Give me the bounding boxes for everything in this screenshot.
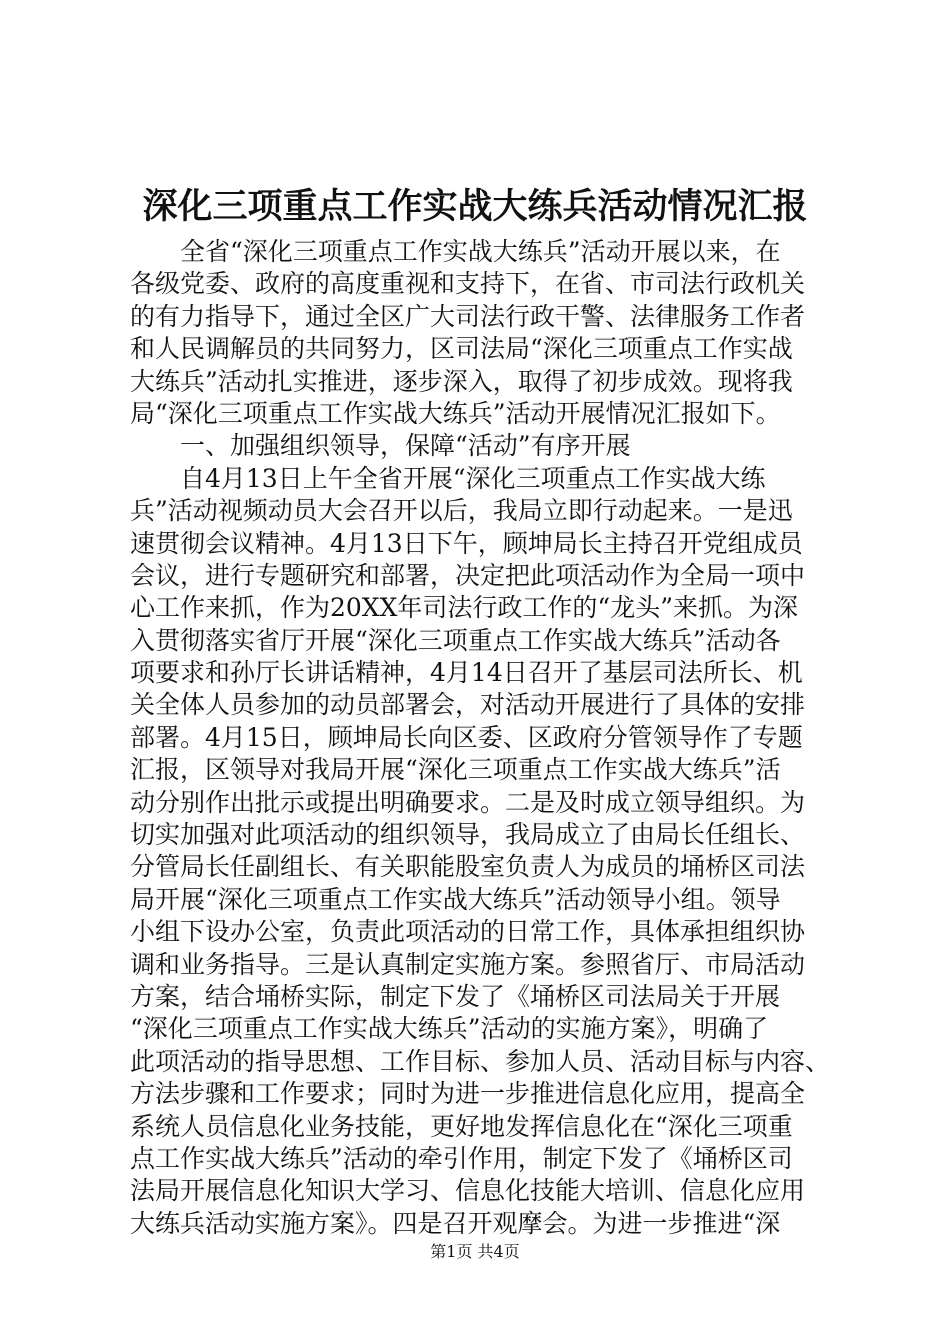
body-line: 兵”活动视频动员大会召开以后，我局立即行动起来。一是迅 (130, 496, 793, 526)
body-line: 和人民调解员的共同努力，区司法局“深化三项重点工作实战 (130, 334, 793, 364)
body-line: 方法步骤和工作要求；同时为进一步推进信息化应用，提高全 (130, 1079, 806, 1109)
body-line: 大练兵活动实施方案》。四是召开观摩会。为进一步推进“深 (130, 1208, 781, 1238)
body-line: 动分别作出批示或提出明确要求。二是及时成立领导组织。为 (130, 787, 806, 817)
body-line: 方案，结合埇桥实际，制定下发了《埇桥区司法局关于开展 (130, 981, 781, 1011)
body-line: 法局开展信息化知识大学习、信息化技能大培训、信息化应用 (130, 1176, 806, 1206)
body-line: 入贯彻落实省厅开展“深化三项重点工作实战大练兵”活动各 (130, 625, 781, 655)
body-line: 一、加强组织领导，保障“活动”有序开展 (130, 431, 631, 461)
body-line: 局开展“深化三项重点工作实战大练兵”活动领导小组。领导 (130, 884, 781, 914)
document-body (130, 236, 830, 1240)
body-line: 系统人员信息化业务技能，更好地发挥信息化在“深化三项重 (130, 1111, 793, 1141)
body-line: 此项活动的指导思想、工作目标、参加人员、活动目标与内容、 (130, 1046, 831, 1076)
body-line: 各级党委、政府的高度重视和支持下，在省、市司法行政机关 (130, 269, 806, 299)
body-line: 切实加强对此项活动的组织领导，我局成立了由局长任组长、 (130, 820, 806, 850)
body-line: 小组下设办公室，负责此项活动的日常工作，具体承担组织协 (130, 917, 806, 947)
body-line: 速贯彻会议精神。4月13日下午，顾坤局长主持召开党组成员 (130, 528, 803, 558)
body-line: 心工作来抓，作为20XX年司法行政工作的“龙头”来抓。为深 (130, 593, 798, 623)
body-line: 点工作实战大练兵”活动的牵引作用，制定下发了《埇桥区司 (130, 1143, 793, 1173)
body-line: 分管局长任副组长、有关职能股室负责人为成员的埇桥区司法 (130, 852, 806, 882)
body-line: 全省“深化三项重点工作实战大练兵”活动开展以来，在 (130, 237, 781, 266)
body-line: “深化三项重点工作实战大练兵”活动的实施方案》，明确了 (130, 1014, 769, 1044)
body-line: 关全体人员参加的动员部署会，对活动开展进行了具体的安排 (130, 690, 806, 720)
document-title: 深化三项重点工作实战大练兵活动情况汇报 (142, 186, 808, 227)
body-line: 汇报，区领导对我局开展“深化三项重点工作实战大练兵”活 (130, 755, 781, 785)
body-line: 项要求和孙厅长讲话精神，4月14日召开了基层司法所长、机 (130, 658, 803, 688)
body-line: 的有力指导下，通过全区广大司法行政干警、法律服务工作者 (130, 301, 806, 331)
body-line: 会议，进行专题研究和部署，决定把此项活动作为全局一项中 (130, 560, 806, 590)
body-line: 自4月13日上午全省开展“深化三项重点工作实战大练 (130, 463, 766, 493)
body-line: 局“深化三项重点工作实战大练兵”活动开展情况汇报如下。 (130, 398, 781, 428)
body-line: 调和业务指导。三是认真制定实施方案。参照省厅、市局活动 (130, 949, 806, 979)
page-footer: 第1页 共4页 (430, 1242, 520, 1261)
body-line: 部署。4月15日，顾坤局长向区委、区政府分管领导作了专题 (130, 722, 803, 752)
body-line: 大练兵”活动扎实推进，逐步深入，取得了初步成效。现将我 (130, 366, 793, 396)
